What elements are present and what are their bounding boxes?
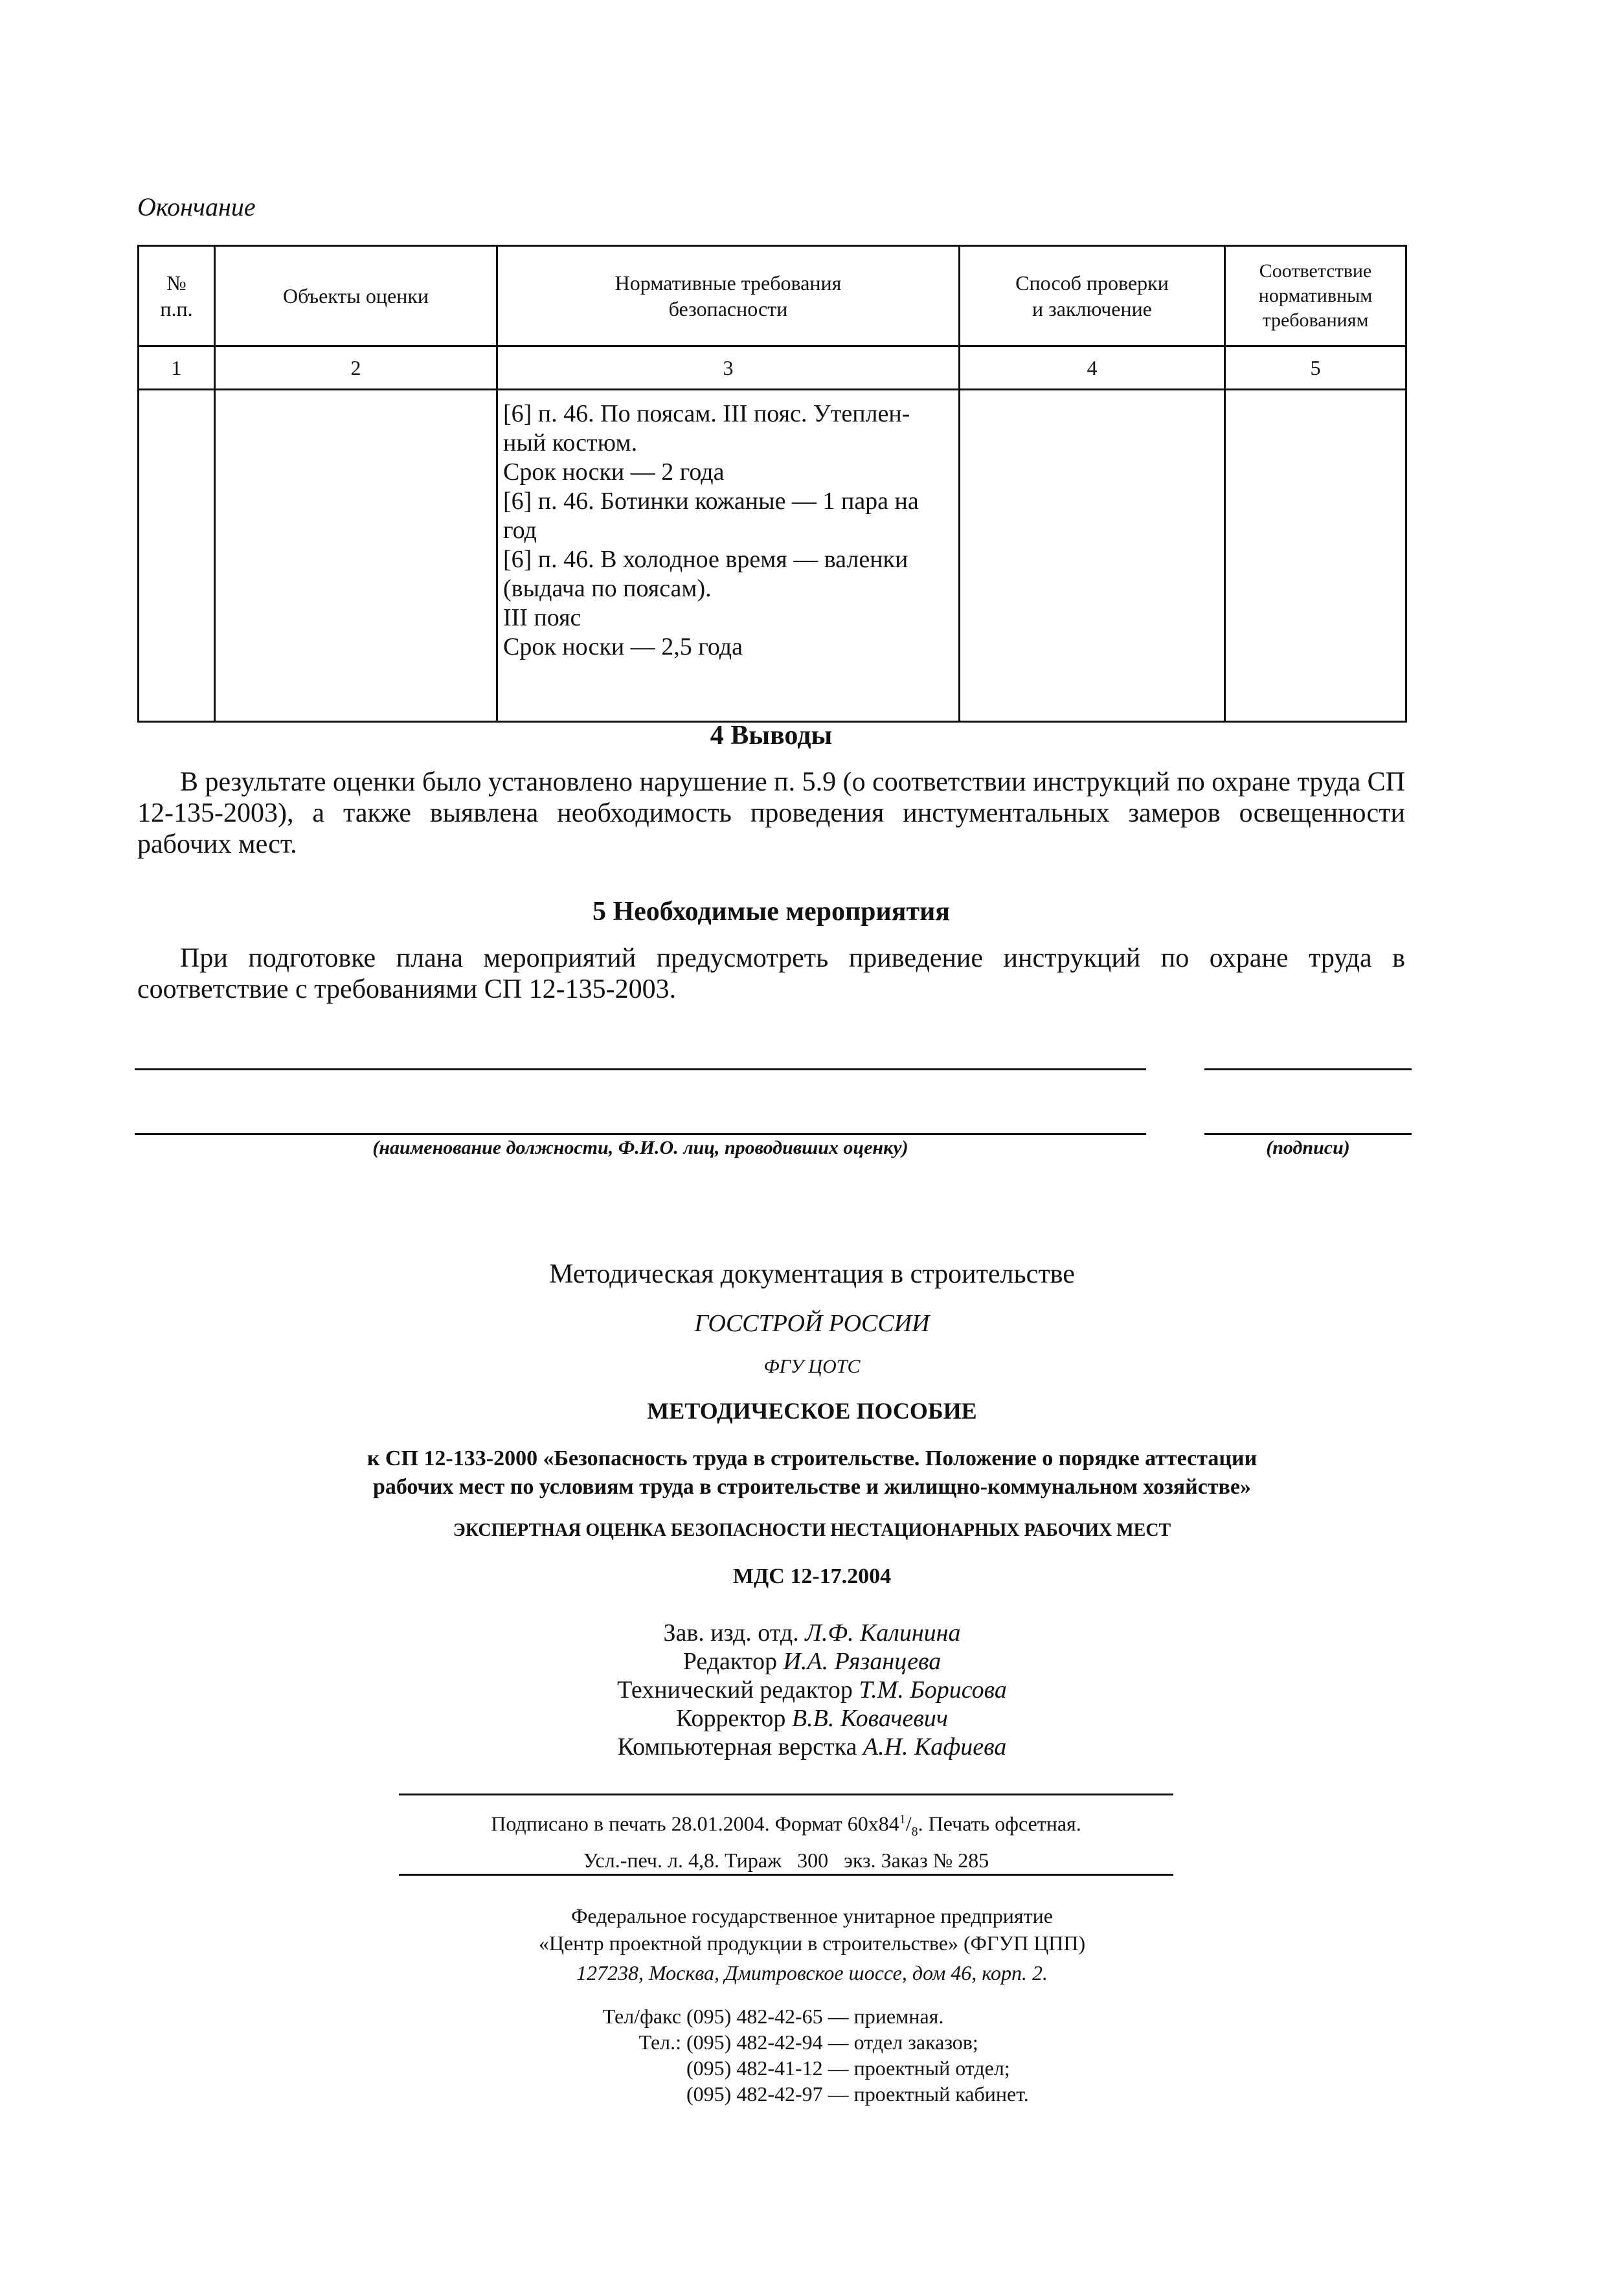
print-info-rule-top xyxy=(399,1794,1173,1795)
print-info xyxy=(399,1805,1173,1874)
print-line: Подписано в печать 28.01.2004. Формат $60х84^1/_8$. Печать офсетная. xyxy=(491,1812,1081,1839)
staff-line xyxy=(0,1676,1624,1704)
header-line: требованиям xyxy=(1262,309,1369,331)
assessment-table xyxy=(137,245,1407,723)
cell-requirements xyxy=(497,390,960,722)
column-number: 2 xyxy=(215,346,497,390)
print-text: . Печать офсетная. xyxy=(918,1812,1081,1836)
staff-role: Технический редактор xyxy=(617,1676,853,1704)
staff-list xyxy=(0,1619,1624,1761)
staff-role: Компьютерная верстка xyxy=(617,1733,857,1760)
continuation-label: Окончание xyxy=(137,192,256,221)
requirement-line: (выдача по поясам). xyxy=(503,575,712,602)
column-number-row xyxy=(139,346,1406,390)
column-number: 3 xyxy=(497,346,960,390)
document-code: МДС 12-17.2004 xyxy=(732,1564,892,1588)
signature-line-names xyxy=(135,1133,1146,1135)
header-compliance xyxy=(1225,246,1406,346)
phone-desc: — приемная. xyxy=(828,2005,944,2028)
header-line: № xyxy=(166,271,186,295)
phone-desc: — проектный кабинет. xyxy=(828,2082,1029,2106)
names-caption: (наименование должности, Ф.И.О. лиц, проводивших оценку) xyxy=(372,1137,908,1158)
column-number: 4 xyxy=(960,346,1225,390)
requirement-line: ный костюм. xyxy=(503,429,638,456)
section4-heading: 4 Выводы xyxy=(710,721,833,750)
header-line: безопасности xyxy=(668,297,788,321)
publisher-line: «Центр проектной продукции в строительстве» (ФГУП ЦПП) xyxy=(538,1931,1086,1955)
phone-number: (095) 482-42-65 xyxy=(686,2005,823,2028)
staff-role: Корректор xyxy=(676,1705,786,1732)
signatures-caption: (подписи) xyxy=(1266,1137,1350,1158)
staff-role: Зав. изд. отд. xyxy=(663,1619,799,1647)
series-title: Методическая документация в строительстве xyxy=(549,1259,1075,1289)
phone-number: (095) 482-42-94 xyxy=(686,2030,823,2054)
requirement-line: Срок носки — 2,5 года xyxy=(503,633,743,660)
publisher-line: Федеральное государственное унитарное предприятие xyxy=(571,1904,1053,1928)
header-line: Нормативные требования xyxy=(615,271,842,295)
cell-number xyxy=(139,390,215,722)
header-method xyxy=(960,246,1225,346)
phone-label: Тел/факс xyxy=(602,2005,681,2028)
staff-name: Л.Ф. Калинина xyxy=(805,1619,961,1647)
header-number xyxy=(139,246,215,346)
header-line: и заключение xyxy=(1032,297,1152,321)
phone-number: (095) 482-42-97 xyxy=(686,2082,823,2106)
staff-line xyxy=(0,1619,1624,1647)
phone-label: Тел.: xyxy=(638,2030,681,2054)
staff-name: А.Н. Кафиева xyxy=(863,1733,1007,1760)
publisher xyxy=(0,1902,1624,1986)
table-row xyxy=(139,390,1406,722)
header-objects: Объекты оценки xyxy=(215,246,497,346)
document-type: МЕТОДИЧЕСКОЕ ПОСОБИЕ xyxy=(647,1398,977,1424)
staff-name: Т.М. Борисова xyxy=(859,1676,1007,1704)
phone-number: (095) 482-41-12 xyxy=(686,2056,823,2080)
section5-heading: 5 Необходимые мероприятия xyxy=(592,897,951,927)
document-title-line1: к СП 12-133-2000 «Безопасность труда в строительстве. Положение о порядке аттестации xyxy=(367,1446,1257,1470)
column-number: 5 xyxy=(1225,346,1406,390)
requirement-line: [6] п. 46. В холодное время — валенки xyxy=(503,546,908,573)
header-line: п.п. xyxy=(160,297,193,321)
cell-compliance xyxy=(1225,390,1406,722)
phone-line xyxy=(570,2055,1029,2081)
document-subtitle: ЭКСПЕРТНАЯ ОЦЕНКА БЕЗОПАСНОСТИ НЕСТАЦИОНАРНЫХ РАБОЧИХ МЕСТ xyxy=(453,1520,1171,1540)
format-denominator: 8 xyxy=(911,1825,918,1839)
staff-line xyxy=(0,1647,1624,1676)
phone-desc: — отдел заказов; xyxy=(828,2030,978,2054)
header-line: Способ проверки xyxy=(1015,271,1169,295)
header-line: нормативным xyxy=(1258,285,1373,306)
staff-line xyxy=(0,1733,1624,1761)
header-line: Соответствие xyxy=(1259,260,1372,282)
signature-line-signatures xyxy=(1204,1133,1412,1135)
agency: ГОССТРОЙ РОССИИ xyxy=(694,1310,930,1337)
requirement-line: год xyxy=(503,517,537,544)
staff-role: Редактор xyxy=(682,1648,777,1675)
requirement-line: III пояс xyxy=(503,604,581,631)
print-text: Подписано в печать 28.01.2004. Формат 60х84 xyxy=(491,1812,899,1836)
cell-object xyxy=(215,390,497,722)
publisher-address: 127238, Москва, Дмитровское шоссе, дом 46, корп. 2. xyxy=(576,1961,1048,1985)
organization: ФГУ ЦОТС xyxy=(763,1356,861,1377)
table-header-row xyxy=(139,246,1406,346)
header-requirements xyxy=(497,246,960,346)
document-title-line2: рабочих мест по условиям труда в строительстве и жилищно-коммунальном хозяйстве» xyxy=(372,1475,1252,1499)
phone-line xyxy=(570,2081,1029,2107)
phone-desc: — проектный отдел; xyxy=(828,2056,1010,2080)
phone-line xyxy=(570,2003,1029,2029)
format-numerator: 1 xyxy=(899,1812,906,1827)
staff-line xyxy=(0,1704,1624,1733)
requirements-text xyxy=(498,390,958,662)
print-info-rule-bottom xyxy=(399,1874,1173,1876)
phone-list xyxy=(570,2003,1029,2107)
staff-name: И.А. Рязанцева xyxy=(783,1648,942,1675)
requirement-line: [6] п. 46. По поясам. III пояс. Утеплен- xyxy=(503,400,910,427)
requirement-line: Срок носки — 2 года xyxy=(503,458,725,486)
column-number: 1 xyxy=(139,346,215,390)
staff-name: В.В. Ковачевич xyxy=(791,1705,948,1732)
signature-line-signatures xyxy=(1204,1068,1412,1070)
cell-method xyxy=(960,390,1225,722)
section4-text: В результате оценки было установлено нарушение п. 5.9 (о соответствии инструкций по охране труда СП 12-135-2003), а также выявлена необходимость проведения инстументальных замеров освещенности рабочих мест. xyxy=(137,767,1405,859)
section5-text: При подготовке плана мероприятий предусмотреть приведение инструкций по охране труда в соответствие с требованиями СП 12-135-2003. xyxy=(137,943,1405,1004)
requirement-line: [6] п. 46. Ботинки кожаные — 1 пара на xyxy=(503,488,919,515)
signature-line-names xyxy=(135,1068,1146,1070)
print-line: Усл.-печ. л. 4,8. Тираж 300 экз. Заказ № 285 xyxy=(583,1849,989,1873)
phone-line xyxy=(570,2029,1029,2055)
